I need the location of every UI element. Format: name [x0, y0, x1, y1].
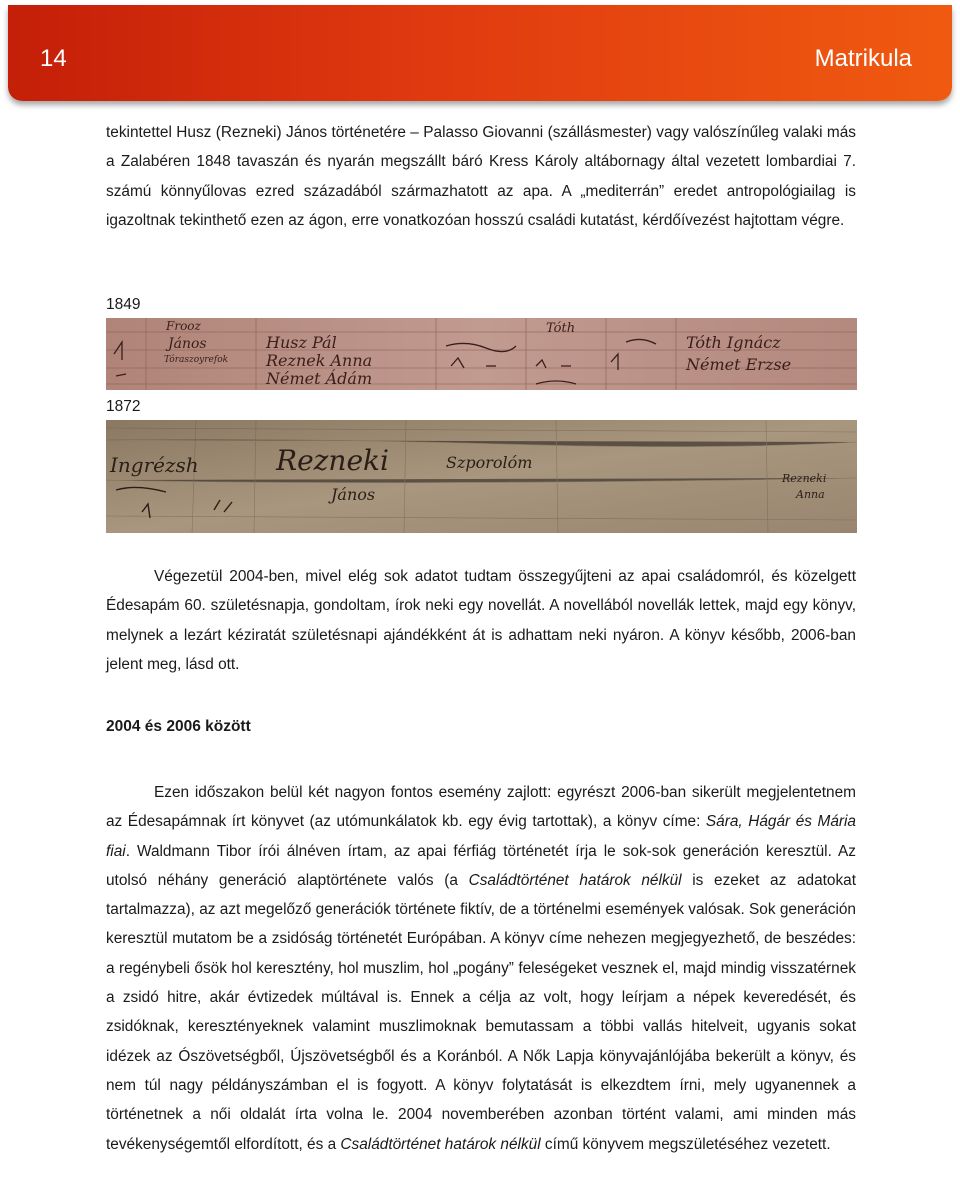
handwriting-2: János	[168, 336, 207, 352]
scan-label-1849: 1849	[106, 296, 141, 313]
handwriting-8: Tóth Ignácz	[686, 333, 781, 352]
handwriting-12: János	[331, 485, 376, 504]
handwriting-7: Tóth	[546, 321, 576, 336]
page-header	[8, 5, 952, 101]
handwriting-6: Német Ádám	[266, 369, 373, 388]
handwriting-1: Frooz	[166, 319, 201, 333]
handwriting-4: Husz Pál	[266, 333, 337, 352]
handwriting-11: Rezneki	[276, 444, 389, 477]
handwriting-3: Tóraszoyrefok	[164, 355, 229, 365]
handwriting-13: Szporolóm	[446, 453, 533, 472]
register-scan-1849	[106, 318, 857, 390]
book-title-3: Családtörténet határok nélkül	[340, 1135, 541, 1153]
handwriting-15: Anna	[796, 488, 825, 501]
paragraph-3-text-4: című könyvem megszületéséhez vezetett.	[540, 1135, 831, 1153]
paragraph-3-text-2: . Waldmann Tibor írói álnéven írtam, az apai férfiág történetét írja le sok-sok generáción keresztül. Az utolsó néhány generáció alaptörténete valós (a	[106, 842, 856, 889]
scan-label-1872: 1872	[106, 398, 141, 415]
section-heading: 2004 és 2006 között	[106, 718, 251, 735]
handwriting-10: Ingrézsh	[110, 453, 199, 477]
book-title-2: Családtörténet határok nélkül	[468, 871, 682, 889]
paragraph-3	[106, 778, 856, 1159]
paragraph-3-text-1: Ezen időszakon belül két nagyon fontos esemény zajlott: egyrészt 2006-ban sikerült megjelentetnem az Édesapámnak írt könyvet (az utómunkálatok kb. egy évig tartottak), a könyv címe:	[106, 784, 856, 831]
handwriting-14: Rezneki	[782, 472, 827, 485]
handwriting-9: Német Erzse	[686, 355, 792, 374]
register-scan-1872	[106, 420, 857, 533]
running-title: Matrikula	[814, 45, 912, 72]
paragraph-3-text-3: is ezeket az adatokat tartalmazza), az azt megelőző generációk története fiktív, de a történelmi események valósak. Sok generáción keresztül mutatom be a zsidóság történetét Európában. A könyv címe nehezen megjegyezhető, de beszédes: a regénybeli ősök hol keresztény, hol muszlim, hol „pogány” feleségeket vesznek el, majd mindig visszatérnek a zsidó hitre, akár évtizedek múltával is. Ennek a célja az volt, hogy leírjam a népek keveredését, és zsidóknak, keresztényeknek valamint muszlimoknak bemutassam a többi vallás hitelveit, ugyanis sokat idézek az Ószövetségből, Újszövetségből és a Koránból. A Nők Lapja könyvajánlójába bekerült a könyv, és nem túl nagy példányszámban el is fogyott. A könyv folytatását is elkezdtem írni, mely ugyanennek a történetnek a női oldalát írta volna le. 2004 novemberében azonban történt valami, ami minden más tevékenységemtől elfordított, és a	[106, 871, 857, 1153]
paragraph-2: Végezetül 2004-ben, mivel elég sok adatot tudtam összegyűjteni az apai családomról, és közelgett Édesapám 60. születésnapja, gondoltam, írok neki egy novellát. A novellából novellák lettek, majd egy könyv, melynek a lezárt kéziratát születésnapi ajándékként át is adhattam neki nyáron. A könyv később, 2006-ban jelent meg, lásd ott.	[106, 568, 856, 673]
book-title-1: Sára, Hágár és Mária fiai	[106, 813, 856, 860]
intro-paragraph: tekintettel Husz (Rezneki) János történetére – Palasso Giovanni (szállásmester) vagy valószínűleg valaki más a Zalabéren 1848 tavaszán és nyarán megszállt báró Kress Károly altábornagy által vezetett lombardiai 7. számú könnyűlovas ezred századából származhatott az apa. A „mediterrán” eredet antropológiailag is igazoltnak tekinthető ezen az ágon, erre vonatkozóan hosszú családi kutatást, kérdőívezést hajtottam végre.	[106, 124, 856, 229]
handwriting-5: Reznek Anna	[266, 351, 373, 370]
page-number: 14	[40, 45, 67, 72]
